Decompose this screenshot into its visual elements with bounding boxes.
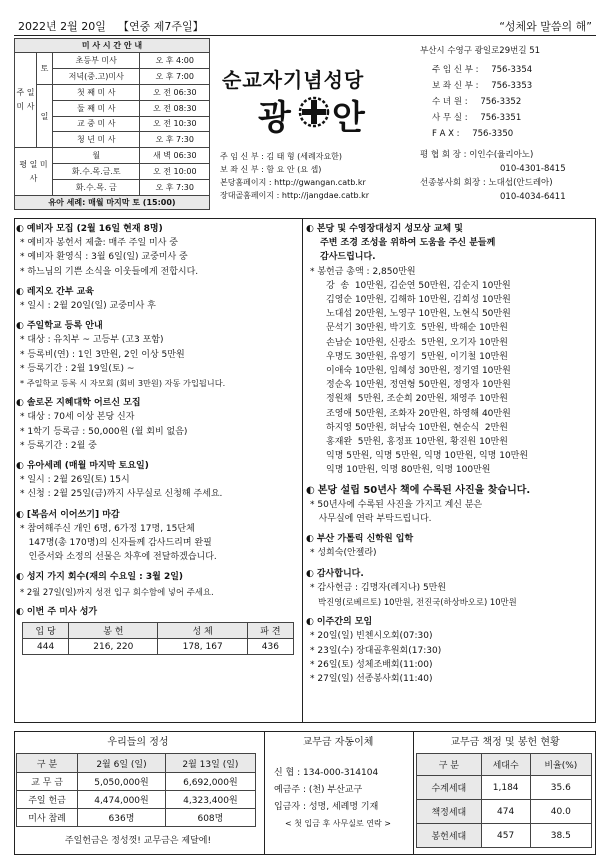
donor-line: 문석기 30만원, 박기호 5만원, 박해순 10만원 <box>326 323 508 334</box>
census-cell: 봉헌세대 <box>417 824 482 848</box>
notice-line: * 일시 : 2월 26일(토) 15시 <box>20 475 130 486</box>
service-phone: 010-4034-6411 <box>500 192 566 202</box>
notice-thanks <box>306 567 594 610</box>
notice-line: 147명(총 170명)의 신자들께 감사드리며 완필 <box>20 538 212 549</box>
transfer-details <box>266 765 410 816</box>
phone-row: 사 무 실 : 756-3351 <box>432 113 522 123</box>
account-holder: 예금주 : (천) 부산교구 <box>274 785 363 795</box>
donor-list <box>306 279 594 478</box>
right-notices <box>306 222 594 686</box>
notice-heading: ◐ 이주간의 모임 <box>306 615 594 629</box>
sunday-mass-label: 주 일 미 사 <box>15 53 37 148</box>
mass-name: 첫 째 미 사 <box>53 84 140 100</box>
census-cell: 457 <box>481 824 530 848</box>
offering-cell: 미사 참례 <box>17 809 78 827</box>
sunday-label: 일 <box>37 84 53 148</box>
notice-line: * 1학기 등록금 : 50,000원 (월 회비 없음) <box>20 426 188 437</box>
notice-heading: ◐ 성지 가지 회수(재의 수요일 : 3월 2일) <box>16 570 300 584</box>
mass-time: 오 전 10:00 <box>140 164 210 180</box>
mass-time: 오 전 08:30 <box>140 100 210 116</box>
offering-cell: 주일 헌금 <box>17 791 78 809</box>
donor-line: 정순옥 10만원, 정연형 50만원, 정영자 10만원 <box>326 380 511 391</box>
census-header: 구 분 <box>417 754 482 776</box>
parish-name-part2: 안 <box>332 98 365 138</box>
hymn-value: 178, 167 <box>158 639 247 655</box>
notice-line: * 주일학교 등록 시 자모회 (회비 3만원) 자동 가입됩니다. <box>20 378 226 389</box>
transfer-block <box>266 733 410 853</box>
census-cell: 40.0 <box>530 800 591 824</box>
notice-line: * 대상 : 유치부 ~ 고등부 (고3 포함) <box>20 335 164 346</box>
notice-line: * 성희숙(안젤라) <box>310 548 377 559</box>
census-title: 교무금 책정 및 봉헌 현황 <box>450 737 560 748</box>
yearly-motto: “성체와 말씀의 해” <box>499 20 592 33</box>
offering-block <box>16 733 260 853</box>
offering-title: 우리들의 정성 <box>107 737 169 748</box>
column-divider <box>302 218 303 723</box>
notice-line: * 일시 : 2월 20일(일) 교중미사 후 <box>20 301 156 312</box>
offering-footer: 주일헌금은 정성껏! 교무금은 제달에! <box>64 836 212 846</box>
mass-time: 오 후 7:30 <box>140 180 210 196</box>
notice-heading-cont: 주변 조경 조성을 위하여 도움을 주신 분들께 <box>320 238 496 249</box>
notice-gospel <box>16 508 300 565</box>
notice-line: * 신청 : 2월 25일(금)까지 사무실로 신청해 주세요. <box>20 489 223 500</box>
liturgical-week: 【연중 제7주일】 <box>118 20 204 33</box>
parish-name-part1: 광 <box>258 98 291 138</box>
census-table <box>416 753 592 848</box>
notice-hymns <box>16 605 300 619</box>
notice-legio <box>16 285 300 313</box>
notice-heading: ◐ 본당 및 수영장대성지 성모상 교체 및 <box>306 222 594 236</box>
notice-line: 인증서와 소정의 선물은 차후에 전달하겠습니다. <box>20 552 217 563</box>
transfer-note: < 첫 입금 후 사무실로 연락 > <box>285 819 391 828</box>
notice-line: 박진영(로베르토) 10만원, 전진국(하상바오로) 10만원 <box>310 597 517 608</box>
notice-heading: ◐ 주일학교 등록 안내 <box>16 319 300 333</box>
mass-name: 둘 째 미 사 <box>53 100 140 116</box>
homepage-link[interactable]: 본당홈페이지 : http://gwangan.catb.kr <box>220 178 366 187</box>
jangdae-homepage-link[interactable]: 장대골홈페이지 : http://jangdae.catb.kr <box>220 191 370 200</box>
census-header: 세대수 <box>481 754 530 776</box>
donor-line: 김영순 10만원, 김해하 10만원, 김희성 10만원 <box>326 295 511 306</box>
mass-time: 오 후 4:00 <box>140 53 210 69</box>
notice-line: * 50년사에 수록된 사진을 가지고 계신 분은 <box>310 499 483 510</box>
donation-total: * 봉헌금 총액 : 2,850만원 <box>310 266 416 277</box>
notice-infant-baptism <box>16 459 300 502</box>
service-president: 선종봉사회 회장 : 노대섭(안드레아) <box>420 178 553 188</box>
census-cell: 38.5 <box>530 824 591 848</box>
hymn-value: 444 <box>23 639 69 655</box>
notice-line: * 23일(수) 장대골후원회(17:30) <box>310 645 442 656</box>
notice-recruit <box>16 222 300 279</box>
phone-row: 보 좌 신 부 : 756-3353 <box>432 81 533 91</box>
left-notices <box>16 222 300 655</box>
assistant-line: 보 좌 신 부 : 함 요 안 (요 셉) <box>220 165 322 174</box>
notice-line: * 감사헌금 : 김명자(레지나) 5만원 <box>310 582 447 593</box>
notice-line: * 참여해주신 개인 6명, 6가정 17명, 15단체 <box>20 523 195 534</box>
donor-line: 익명 10만원, 익명 80만원, 익명 100만원 <box>326 465 491 476</box>
offering-header: 2월 6일 (일) <box>78 754 166 773</box>
notice-heading: ◐ 이번 주 미사 성가 <box>16 605 300 619</box>
mass-table-title: 미 사 시 간 안 내 <box>15 39 210 53</box>
infant-baptism-note: 유아 세례: 매월 마지막 토 (15:00) <box>15 196 210 210</box>
council-president: 평 협 회 장 : 이인수(율리아노) <box>420 150 534 160</box>
offering-cell: 6,692,000원 <box>165 773 255 791</box>
notice-seminary <box>306 532 594 560</box>
transfer-title: 교무금 자동이체 <box>302 737 374 748</box>
notice-line: * 등록기간 : 2월 중 <box>20 440 97 451</box>
notice-donation <box>306 222 594 478</box>
census-cell: 474 <box>481 800 530 824</box>
census-cell: 1,184 <box>481 776 530 800</box>
bottom-divider-1 <box>264 731 265 855</box>
notice-line: * 27일(일) 선종봉사회(11:40) <box>310 674 433 685</box>
mass-time: 오 전 10:30 <box>140 116 210 132</box>
donor-line: 정원채 5만원, 조순희 20만원, 채영주 10만원 <box>326 394 508 405</box>
notice-line: * 예비자 봉헌서 제출: 매주 주일 미사 중 <box>20 238 178 249</box>
offering-cell: 4,323,400원 <box>165 791 255 809</box>
contact-block <box>414 38 596 210</box>
mass-time: 오 전 06:30 <box>140 84 210 100</box>
notice-meetings <box>306 615 594 686</box>
issue-date: 2022년 2월 20일 <box>18 20 106 33</box>
notice-line: * 예비자 환영식 : 3월 6일(일) 교중미사 중 <box>20 252 188 263</box>
parish-subtitle: 순교자기념성당 <box>222 68 365 92</box>
offering-cell: 608명 <box>165 809 255 827</box>
bank-account: 신 협 : 134-000-314104 <box>274 768 379 778</box>
donor-line: 노대섭 20만원, 노영구 10만원, 노현식 50만원 <box>326 309 511 320</box>
mass-name: 화.수.목.금.토 <box>53 164 140 180</box>
donor-line: 조영애 50만원, 조화자 20만원, 하영해 40만원 <box>326 408 511 419</box>
donor-line: 우명도 30만원, 유영기 5만원, 이기철 10만원 <box>326 351 508 362</box>
notice-palm <box>16 570 300 598</box>
census-cell: 수계세대 <box>417 776 482 800</box>
hymn-value: 436 <box>247 639 293 655</box>
census-block <box>416 733 594 853</box>
notice-heading: ◐ 본당 설립 50년사 책에 수록된 사진을 찾습니다. <box>306 484 594 498</box>
saturday-label: 토 <box>37 53 53 85</box>
mass-time: 새 벽 06:30 <box>140 148 210 164</box>
mass-time: 오 후 7:00 <box>140 68 210 84</box>
notice-line: * 20일(일) 빈첸시오회(07:30) <box>310 631 433 642</box>
notice-heading: ◐ [복음서 이어쓰기] 마감 <box>16 508 300 522</box>
address: 부산시 수영구 광일로29번길 51 <box>420 46 541 56</box>
header-strip <box>14 14 596 36</box>
donor-line: 강 송 10만원, 김순연 50만원, 김순지 10만원 <box>326 280 511 291</box>
parish-title-block <box>214 38 410 210</box>
council-phone: 010-4301-8415 <box>500 164 566 174</box>
mass-name: 청 년 미 사 <box>53 132 140 148</box>
council-contacts <box>420 148 566 204</box>
notice-heading: ◐ 감사합니다. <box>306 567 594 581</box>
notice-line: 사무실에 연락 부탁드립니다. <box>310 514 432 525</box>
hymn-value: 216, 220 <box>69 639 158 655</box>
offering-cell: 636명 <box>78 809 166 827</box>
offering-header: 2월 13일 (일) <box>165 754 255 773</box>
phone-row: 주 임 신 부 : 756-3354 <box>432 65 533 75</box>
census-cell: 책정세대 <box>417 800 482 824</box>
phone-row: F A X : 756-3350 <box>432 129 514 139</box>
offering-header: 구 분 <box>17 754 78 773</box>
mass-name: 교 중 미 사 <box>53 116 140 132</box>
hymn-header: 성 체 <box>158 623 247 639</box>
notice-sunday-school <box>16 319 300 390</box>
notice-heading: ◐ 유아세례 (매월 마지막 토요일) <box>16 459 300 473</box>
offering-cell: 5,050,000원 <box>78 773 166 791</box>
mass-time-table <box>14 38 210 210</box>
depositor-rule: 입금자 : 성명, 세례명 기재 <box>274 802 379 812</box>
donor-line: 홍재완 5만원, 홍정표 10만원, 황진원 10만원 <box>326 437 508 448</box>
hymn-table <box>22 622 294 655</box>
donor-line: 손남순 10만원, 신광소 5만원, 오기자 10만원 <box>326 337 508 348</box>
offering-cell: 교 무 금 <box>17 773 78 791</box>
notice-line: * 등록기간 : 2월 19일(토) ~ <box>20 363 135 374</box>
offering-table <box>16 753 256 827</box>
mass-name: 초등부 미사 <box>53 53 140 69</box>
mass-name: 화.수.목. 금 <box>53 180 140 196</box>
weekday-mass-label: 평 일 미 사 <box>15 148 53 196</box>
notice-line: * 하느님의 기쁜 소식을 이웃들에게 전합시다. <box>20 266 199 277</box>
notice-line: * 26일(토) 성체조배회(11:00) <box>310 659 433 670</box>
donor-line: 하지영 50만원, 허남숙 10만원, 현순식 2만원 <box>326 422 508 433</box>
census-header: 비율(%) <box>530 754 591 776</box>
donor-line: 이애숙 10만원, 임혜성 30만원, 정기열 10만원 <box>326 366 511 377</box>
notice-heading: ◐ 레지오 간부 교육 <box>16 285 300 299</box>
mass-name: 월 <box>53 148 140 164</box>
pastor-line: 주 임 신 부 : 김 태 형 (세례자요한) <box>220 152 343 161</box>
notice-line: * 등록비(연) : 1인 3만원, 2인 이상 5만원 <box>20 349 185 360</box>
donor-line: 익명 5만원, 익명 5만원, 익명 10만원, 익명 10만원 <box>326 451 529 462</box>
notice-line: * 대상 : 70세 이상 본당 신자 <box>20 412 135 423</box>
notice-heading: ◐ 예비자 모집 (2월 16일 현재 8명) <box>16 222 300 236</box>
hymn-header: 입 당 <box>23 623 69 639</box>
phone-list <box>432 62 532 142</box>
parish-staff <box>220 150 369 202</box>
notice-line: * 2월 27일(일)까지 성전 입구 회수함에 넣어 주세요. <box>20 586 214 597</box>
mass-time: 오 후 7:30 <box>140 132 210 148</box>
offering-cell: 4,474,000원 <box>78 791 166 809</box>
notice-heading: ◐ 솔로몬 지혜대학 어르신 모집 <box>16 396 300 410</box>
notice-photo <box>306 484 594 527</box>
bottom-divider-2 <box>413 731 414 855</box>
phone-row: 수 녀 원 : 756-3352 <box>432 97 522 107</box>
notice-heading-cont: 감사드립니다. <box>320 252 376 263</box>
notice-heading: ◐ 부산 가톨릭 신학원 입학 <box>306 532 594 546</box>
hymn-header: 파 견 <box>247 623 293 639</box>
hymn-header: 봉 헌 <box>69 623 158 639</box>
census-cell: 35.6 <box>530 776 591 800</box>
parish-emblem-icon <box>298 96 330 128</box>
notice-solomon <box>16 396 300 453</box>
mass-name: 저녁(중.고)미사 <box>53 68 140 84</box>
